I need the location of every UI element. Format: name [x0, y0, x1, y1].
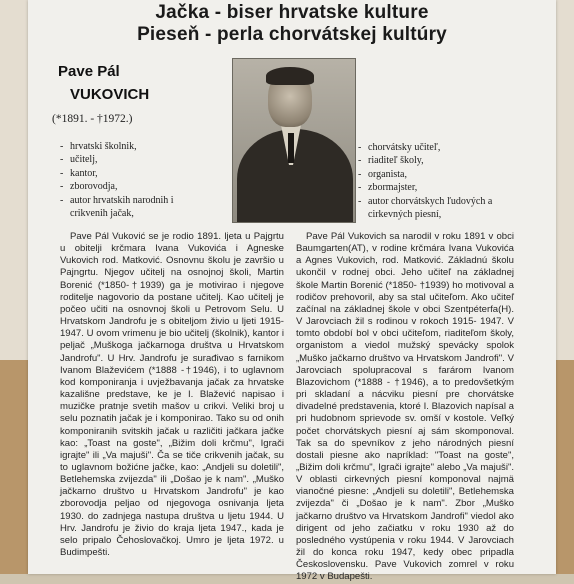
person-dates: (*1891. - †1972.)	[52, 113, 133, 125]
roles-croatian-list	[60, 140, 210, 220]
biography-croatian: Pave Pál Vuković se je rodio 1891. ljeta u Pajgrtu u obitelji krčmara Ivana Vukovića i Agneske Vukovich rod. Matković. Osnovnu školu je završio u Pajngrtu. Njegov učitelj na osnojnoj školi, Martin Borenić (*1850-†1939) ga je motivirao i njegove roditelje nagovorio da postane učitelj. Kao učitelj je počeo učiti na osnovnoj školi u Petrovom Selu. U Hrvatskom Jandrofu je s obiteljom živio u ljeti 1915-1947. U ovom vrimenu je bio učitelj (školnik), kantor i peljač „Muškoga jačkarnoga društva u Hrvatskom Jandrofu". U Hrv. Jandrofu je surađivao s farnikom Ivanom Blaževićem (*1888 -†1946), i to uglavnom kod komponiranja i uvježbavanja jačak za hrvatske kazališne predstave, ke je I. Blažević napisao i muzičke pratnje svetih mašov u crikvi. Veliki broj u selu poznatih jačak je i komponirao. Tako su od onih komponiranih svitskih jačak u različiti jačkara jačke kao: „Toast na goste", „Bižim doli krčmu", Igrači igrajte" ili „Va majuši". Ča se tiče crikvenih jačak, su to uglavnom božićne jačke, kao: „Andjeli su doletili", Betlehemska zvijezda" ili „Došao je k nam". „Muško jačkarno društvo u Hrvatskom Jandrofu" je kao zborovodja peljao od njegovoga osnivanja ljeta 1930. do zadnjega nastupa društva u ljetu 1944. U Hrv. Jandrofu je živio do kraja ljeta 1947., kada je selo pripalo Čehoslovačkoj. Umro je ljeta 1972. u Budimpešti.	[60, 231, 284, 559]
role-item: - chorvátsky učiteľ,	[358, 141, 518, 154]
role-item: - učitelj,	[60, 153, 210, 166]
portrait-tie	[288, 133, 294, 163]
role-item: - hrvatski školnik,	[60, 140, 210, 153]
person-first-name: Pave Pál	[58, 63, 120, 80]
title-croatian: Jačka - biser hrvatske kulture	[155, 2, 429, 23]
role-item: - organista,	[358, 168, 518, 181]
role-item: - zbormajster,	[358, 181, 518, 194]
roles-slovak-list	[358, 141, 518, 221]
title-slovak: Pieseň - perla chorvátskej kultúry	[137, 24, 447, 45]
role-item: - autor hrvatskih narodnih i crikvenih jačak,	[60, 194, 210, 221]
role-item: - zborovodja,	[60, 180, 210, 193]
portrait-hair	[266, 67, 314, 85]
person-surname: VUKOVICH	[70, 86, 150, 103]
portrait-photo	[232, 58, 356, 223]
role-item: - riaditeľ školy,	[358, 154, 518, 167]
role-item: - kantor,	[60, 167, 210, 180]
biography-slovak: Pave Pál Vukovich sa narodil v roku 1891 v obci Baumgarten(AT), v rodine krčmára Ivana Vukovića a Agnes Vukovich, rod. Matković. Základnú školu ukončil v rodnej obci. Jeho učiteľ na základnej škole Martin Borenić (*1850- †1939) ho motivoval a rodičov prehovoril, aby sa stal učiteľom. Ako učiteľ začínal na základnej škole v obci Szentpéterfa(H). V Jarovciach žil s rodinou v rokoch 1915- 1947. V tomto období bol v obci učiteľom, riaditeľom školy, organistom a viedol mužský spevácky spolok „Muško jačkarno društvo va Hrvatskom Jandrofi". V Jarovciach spolupracoval s farárom Ivanom Blazovichom (*1888 - †1946), a to predovšetkým pri skladaní a nácviku piesní pre chorvátske divadelné predstavenia, ktoré I. Blazovich napísal a pri hudobnom sprievode sv. omší v kostole. Veľký počet chorvátskych piesní aj sám skomponoval. Tak sa do spevníkov z jeho národných piesní dostali piesne ako napríklad: "Toast na goste", „Bižim doli krčmu", Igrači igrajte" alebo „Va majuši". V oblasti cirkevných piesní komponoval najmä vianočné piesne: „Andjeli su doletili", Betlehemska zvijezda" či „Došao je k nam". Zbor „Muško jačkarno društvo va Hrvatskom Jandrofi" viedol ako dirigent od jeho začiatku v roku 1930 až do posledného vystúpenia v roku 1944. V Jarovciach žil do konca roku 1947, kedy obec pripadla Československu. Pave Vukovich zomrel v roku 1972 v Budapešti.	[296, 231, 514, 583]
role-item: - autor chorvátskych ľudových a cirkevných piesní,	[358, 195, 518, 222]
